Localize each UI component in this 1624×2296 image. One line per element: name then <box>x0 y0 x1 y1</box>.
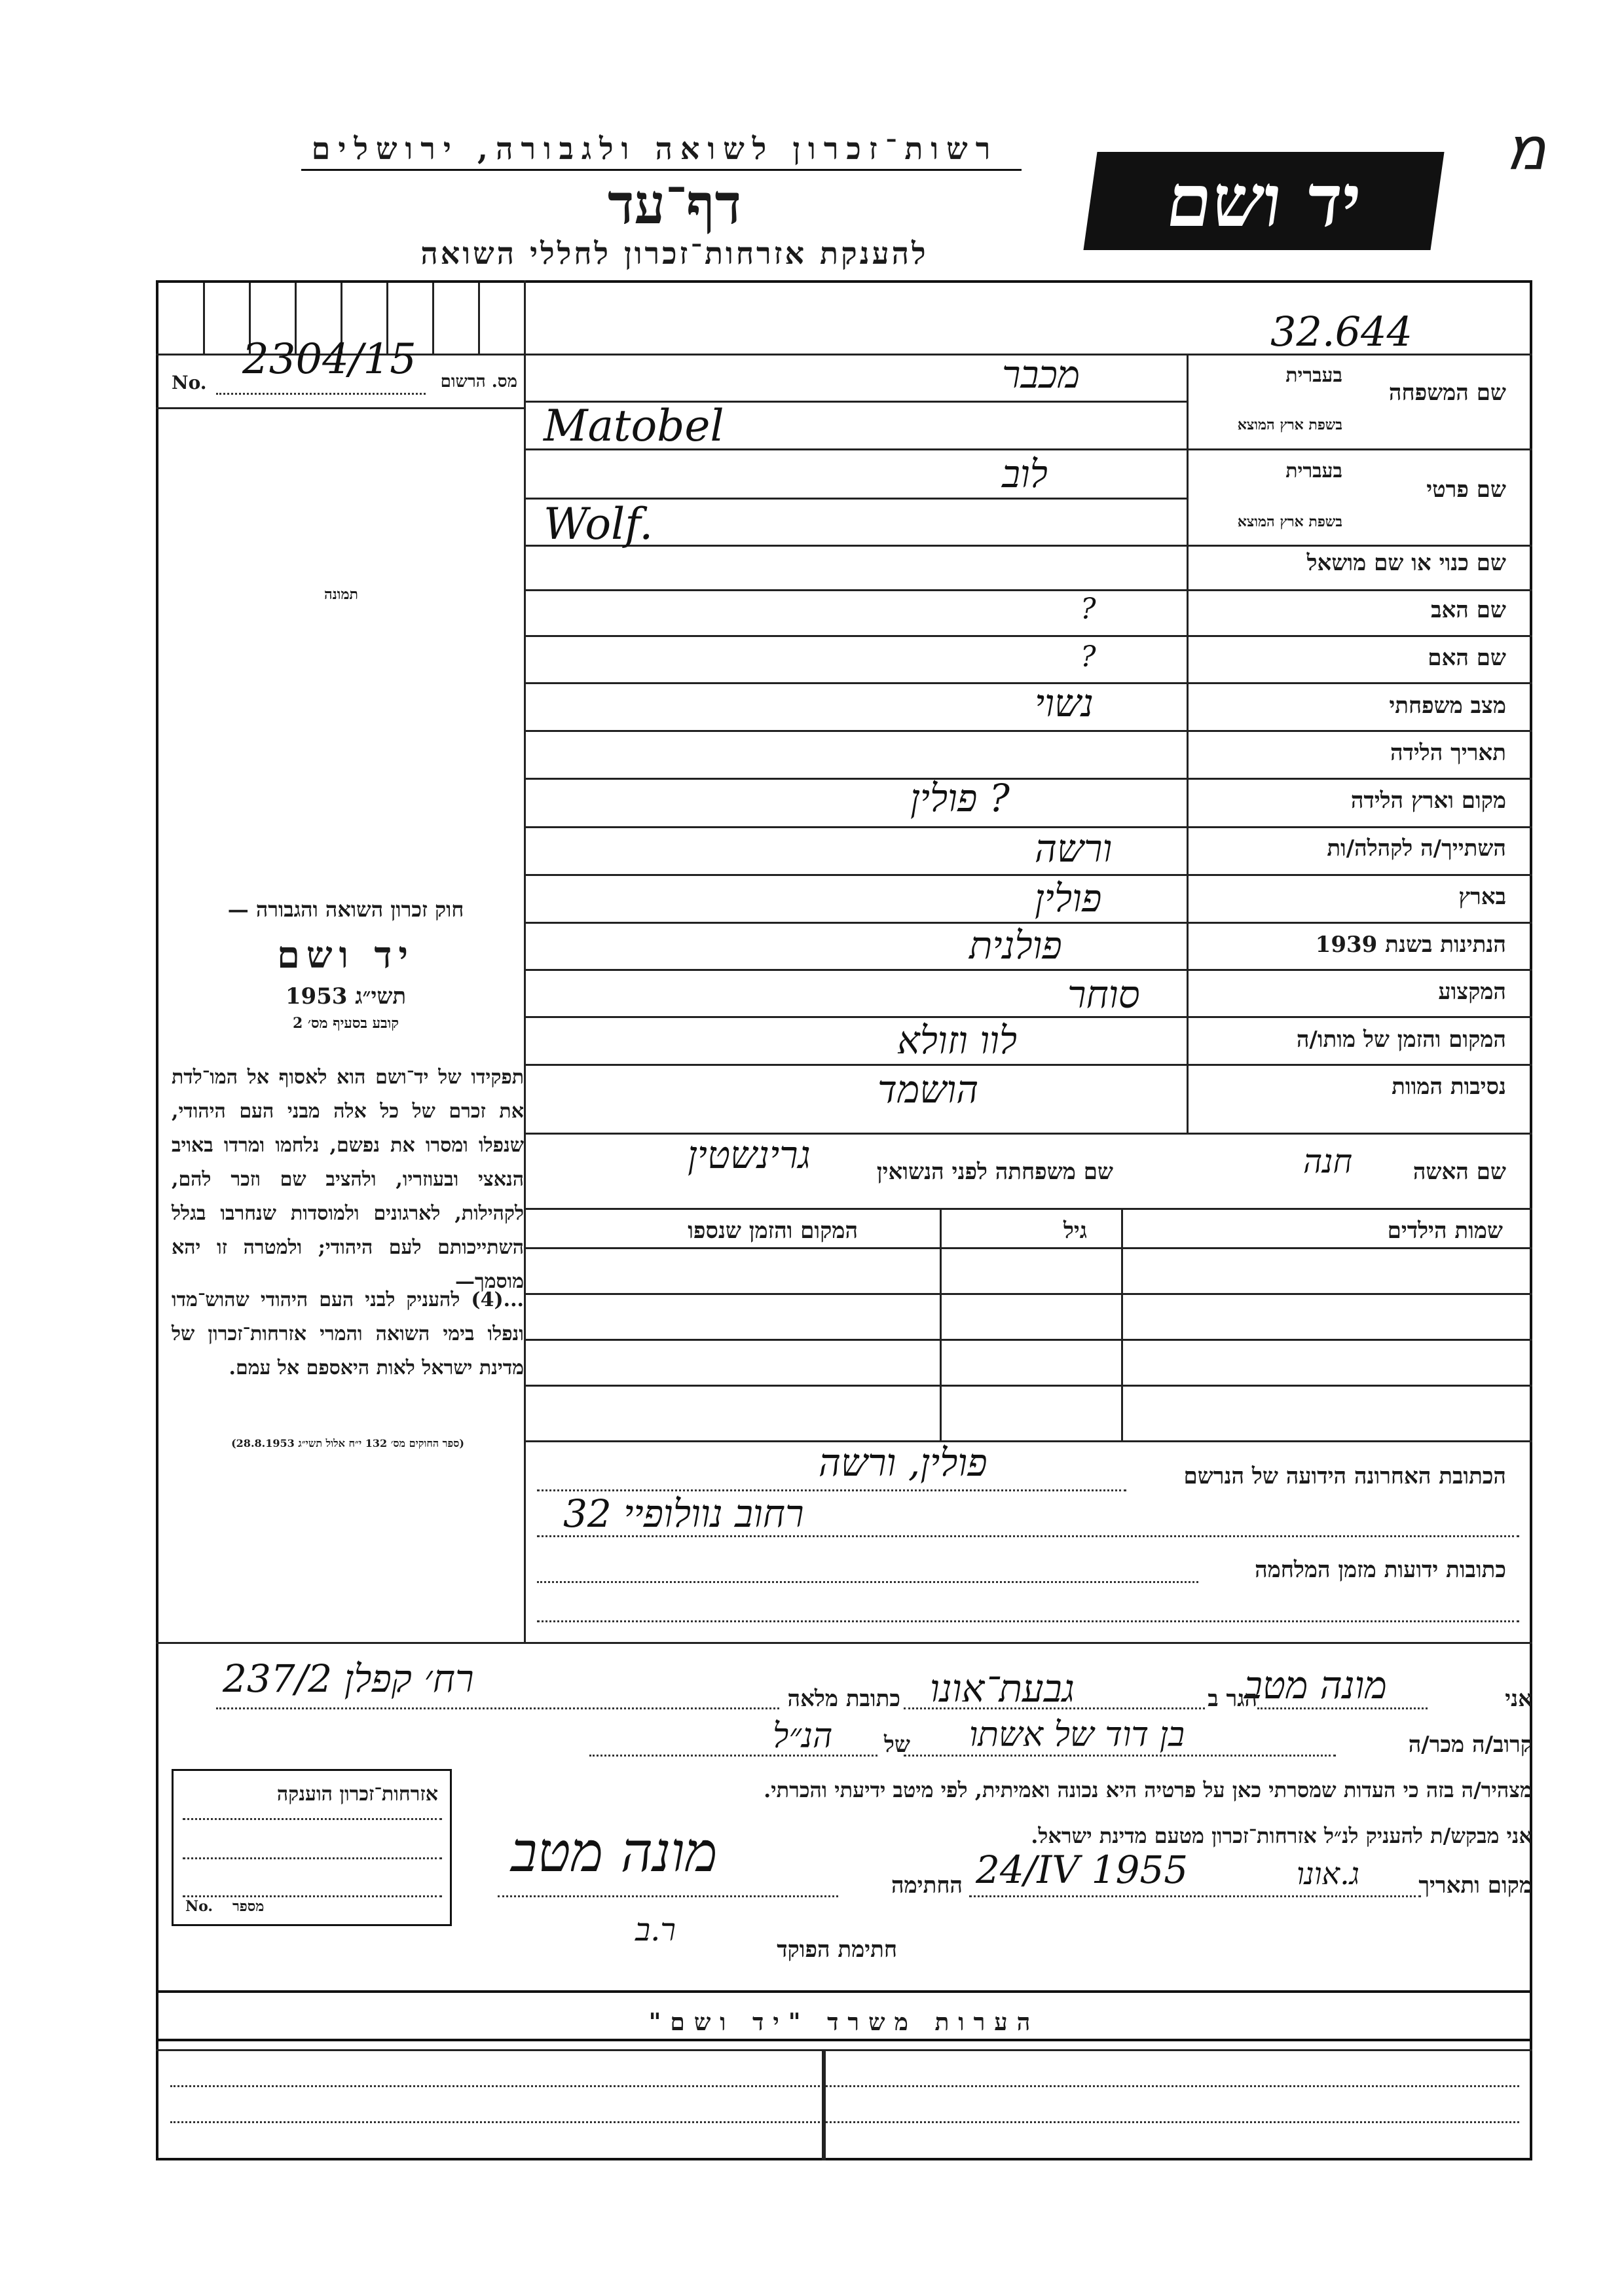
surname-hebrew-label: בעברית <box>1285 364 1342 387</box>
first-name-origin-label: בשפת ארץ המוצא <box>1237 513 1342 530</box>
father-label: שם האב <box>1431 597 1506 623</box>
marital-value: נשוי <box>1035 681 1094 725</box>
tick-cell <box>203 283 205 354</box>
mother-value: ? <box>1080 640 1096 674</box>
notes-divider <box>822 2049 826 2160</box>
declaration-top-line <box>156 1642 1532 1644</box>
granted-title: אזרחות־זכרון הוענקה <box>276 1783 438 1806</box>
stamp-number-label: מספר <box>232 1898 265 1915</box>
row-line <box>524 589 1532 591</box>
mother-label: שם האם <box>1428 645 1506 671</box>
corner-mark: מ <box>1506 115 1547 183</box>
wife-label: שם האשה <box>1412 1159 1506 1185</box>
left-column-divider <box>524 280 526 1642</box>
decl-line <box>589 1755 877 1757</box>
stamp-no-label: No. <box>185 1898 213 1915</box>
citizenship-label: הנתינות בשנת 1939 <box>1315 932 1506 958</box>
last-address-label: הכתובת האחרונה הידועה של הנרשם <box>1183 1463 1506 1489</box>
city-value: גבעת־אונו <box>930 1666 1075 1711</box>
officer-label: חתימת הפוקד <box>777 1937 897 1963</box>
no-label: No. <box>172 372 207 393</box>
address-line <box>537 1581 1198 1583</box>
children-header-line <box>524 1247 1532 1249</box>
community-value: ורשה <box>1035 826 1113 871</box>
maiden-label: שם משפחתה לפני הנשואין <box>876 1159 1113 1185</box>
stamp-line <box>183 1895 442 1897</box>
citizenship-granted-box <box>172 1769 452 1926</box>
death-place-value: לוו וזולא <box>897 1018 1018 1063</box>
children-header-place: המקום והזמן שנספו <box>688 1218 858 1244</box>
full-address-value: רח׳ קפלן 237/2 <box>223 1656 474 1701</box>
first-name-label: שם פרטי <box>1426 477 1506 503</box>
birth-place-value: ? פולין <box>910 776 1010 820</box>
law-block <box>169 897 523 1032</box>
birth-place-label: מקום וארץ הלידה <box>1350 788 1506 814</box>
declarant-name: מונה מטב <box>1244 1663 1387 1707</box>
profession-label: המקצוע <box>1438 979 1506 1005</box>
row-line <box>524 826 1532 828</box>
row-line <box>524 1133 1532 1135</box>
children-header-names: שמות הילדים <box>1387 1218 1503 1244</box>
children-col-divider <box>940 1208 942 1440</box>
place-value: ג.אונו <box>1297 1856 1359 1891</box>
children-row-line <box>524 1440 1532 1442</box>
of-value: הנ״ל <box>773 1717 833 1756</box>
birth-date-label: תאריך הלידה <box>1390 740 1506 766</box>
authority-title: רשות־זכרון לשואה ולגבורה, ירושלים <box>311 131 999 166</box>
date-value: 24/IV 1955 <box>976 1848 1189 1892</box>
registry-number-label: מס. הרשום <box>440 372 517 392</box>
form-title: דף־עד <box>607 172 741 236</box>
officer-signature: ר.ב <box>635 1912 676 1948</box>
first-name-hebrew-value: לוב <box>1002 452 1048 496</box>
row-line <box>524 545 1532 547</box>
children-header-age: גיל <box>1063 1218 1087 1244</box>
registry-number-value: 2304/15 <box>242 335 416 384</box>
profession-value: סוחר <box>1067 972 1140 1017</box>
notes-line <box>156 2049 1532 2051</box>
wife-value: חנה <box>1303 1142 1353 1180</box>
full-address-label: כתובת מלאה <box>787 1686 900 1712</box>
registry-number-line <box>216 393 426 395</box>
decl-line <box>498 1895 838 1897</box>
war-address-label: כתובות ידועות מזמן המלחמה <box>1255 1557 1506 1583</box>
office-notes-title: הערות משרד "יד ושם" <box>648 2009 1040 2036</box>
surname-label: שם המשפחה <box>1388 380 1506 406</box>
decl-line <box>216 1707 779 1709</box>
row-line <box>524 1064 1532 1066</box>
row-line <box>524 1208 1532 1210</box>
row-line <box>524 969 1532 971</box>
law-title: חוק זכרון השואה והגבורה — <box>227 897 464 922</box>
row-line <box>524 1016 1532 1018</box>
law-section: קובע בסעיף מס׳ 2 <box>292 1015 399 1032</box>
yad-vashem-logo: יד ושם <box>1083 152 1444 250</box>
top-number: 32.644 <box>1270 308 1412 355</box>
law-name: יד ושם <box>276 934 415 977</box>
place-date-label: מקום ותאריך <box>1418 1872 1532 1899</box>
tick-cell <box>432 283 434 354</box>
death-reason-label: נסיבות המוות <box>1392 1074 1506 1100</box>
row-line <box>524 874 1532 876</box>
first-name-origin-value: Wolf. <box>544 499 654 549</box>
children-row-line <box>524 1339 1532 1341</box>
father-value: ? <box>1080 592 1096 626</box>
address-line <box>537 1620 1519 1622</box>
stamp-line <box>183 1818 442 1820</box>
decl-line <box>969 1895 1421 1897</box>
surname-origin-label: בשפת ארץ המוצא <box>1237 416 1342 433</box>
children-row-line <box>524 1385 1532 1387</box>
law-citation: (ספר החוקים מס׳ 132 י״ח אלול תשי״ג 28.8.1953) <box>231 1437 464 1449</box>
declaration-statement: מצהיר/ה בזה כי העדות שמסרתי כאן על פרטיה היא נכונה ואמיתית, לפי מיטב ידיעתי והכרתי. <box>764 1777 1532 1802</box>
signature-label: החתימה <box>891 1872 963 1899</box>
declaration-request: אני מבקש/ת להעניק לנ״ל אזרחות־זכרון מטעם מדינת ישראל. <box>1031 1823 1532 1848</box>
i-label: אני <box>1505 1686 1532 1712</box>
country-label: בארץ <box>1458 884 1506 910</box>
notes-line <box>170 2121 1519 2123</box>
law-paragraph-1: תפקידו של יד־ושם הוא לאסוף אל המו־לדת את זכרם של כל אלה מבני העם היהודי, שנפלו ומסרו את נפשם, נלחמו ומרדו באויב הנאצי ובעוזריו, ולהציב שם וזכר להם, לקהילות, לארגונים ולמוסדות שנחרבו בגלל השתייכותם לעם היהודי; ולמטרה זו יהא מוסמך— <box>172 1066 524 1293</box>
law-year: תשי״ג 1953 <box>285 983 407 1010</box>
row-line <box>524 635 1532 637</box>
decl-line <box>904 1755 1336 1757</box>
marital-label: מצב משפחתי <box>1389 693 1506 719</box>
row-line <box>524 778 1532 780</box>
surname-hebrew-value: מכבר <box>1002 352 1080 397</box>
relation-label: קרוב/ה מכר/ה <box>1408 1732 1532 1758</box>
children-col-divider <box>1121 1208 1123 1440</box>
tick-cell <box>478 283 480 354</box>
last-address-value-2: רחוב נוולופיי 32 <box>563 1491 804 1536</box>
authority-underline <box>301 169 1022 171</box>
row-line <box>524 730 1532 732</box>
stamp-line <box>183 1857 442 1859</box>
address-line <box>537 1535 1519 1537</box>
surname-origin-value: Matobel <box>544 401 724 451</box>
resident-label: הגר ב <box>1208 1686 1257 1712</box>
community-label: השתייך/ה לקהלה/ות <box>1327 835 1506 862</box>
death-place-label: המקום והזמן של מותו/ה <box>1296 1027 1506 1053</box>
relation-value: בן דוד של אשתו <box>969 1715 1185 1755</box>
country-value: פולין <box>1035 876 1102 920</box>
of-label: של <box>884 1732 910 1758</box>
photo-label: תמונה <box>324 586 358 603</box>
nickname-label: שם כנוי או שם מושאל <box>1306 550 1506 576</box>
children-row-line <box>524 1293 1532 1295</box>
row-line <box>524 682 1532 684</box>
death-reason-value: הושמד <box>877 1067 979 1112</box>
registry-row-line <box>156 407 524 409</box>
declarant-signature: מונה מטב <box>511 1820 718 1884</box>
maiden-value: גרינשטין <box>688 1133 811 1177</box>
first-name-hebrew-label: בעברית <box>1285 460 1342 483</box>
law-paragraph-2: ...(4) להעניק לבני העם היהודי שהוש־מדו ונפלו בימי השואה והמרי אזרחות־זכרון של מדינת ישראל לאות היאספם אל עמם. <box>172 1288 524 1379</box>
decl-line <box>1257 1707 1428 1709</box>
last-address-value-1: פולין, ורשה <box>819 1440 987 1485</box>
citizenship-value: פולנית <box>969 923 1062 968</box>
notes-line <box>170 2085 1519 2087</box>
form-subtitle: להענקת אזרחות־זכרון לחללי השואה <box>420 236 929 271</box>
